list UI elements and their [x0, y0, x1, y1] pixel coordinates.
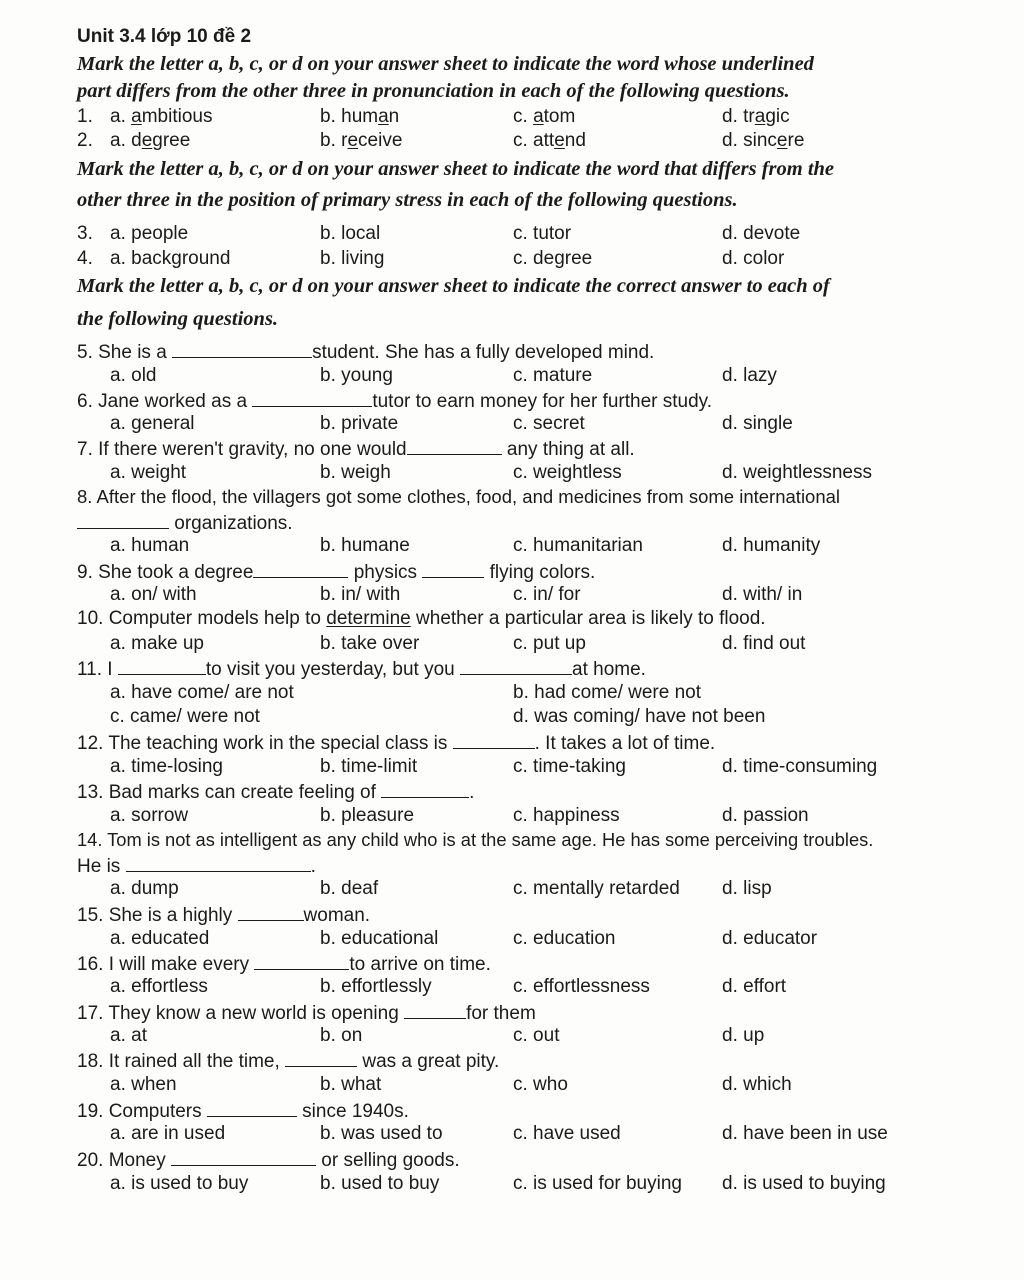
- answer-blank[interactable]: [171, 1148, 316, 1166]
- option-b[interactable]: b. effortlessly: [320, 976, 432, 997]
- question-stem: 18. It rained all the time, was a great pity.: [77, 1051, 500, 1072]
- option-a[interactable]: a. educated: [110, 928, 210, 949]
- option-a[interactable]: a. make up: [110, 633, 204, 654]
- answer-blank[interactable]: [253, 560, 348, 578]
- option-b[interactable]: b. had come/ were not: [513, 682, 701, 703]
- answer-blank[interactable]: [126, 854, 311, 872]
- instruction-answer-line2: the following questions.: [77, 308, 279, 330]
- option-a[interactable]: a. weight: [110, 462, 187, 483]
- question-stem: 14. Tom is not as intelligent as any child who is at the same age. He has some perceiving troubles.: [77, 829, 874, 850]
- option-a[interactable]: a. have come/ are not: [110, 682, 294, 703]
- option-d[interactable]: d. color: [722, 248, 785, 269]
- option-b[interactable]: b. what: [320, 1074, 382, 1095]
- answer-blank[interactable]: [285, 1049, 357, 1067]
- question-stem: 17. They know a new world is opening for them: [77, 1003, 536, 1024]
- option-d[interactable]: d. time-consuming: [722, 756, 878, 777]
- option-b[interactable]: b. educational: [320, 928, 439, 949]
- option-d[interactable]: d. was coming/ have not been: [513, 706, 766, 727]
- question-stem: 13. Bad marks can create feeling of .: [77, 782, 475, 803]
- underlined-letter: a: [754, 106, 766, 127]
- option-c[interactable]: c. time-taking: [513, 756, 626, 777]
- option-a[interactable]: a. time-losing: [110, 756, 223, 777]
- option-b[interactable]: b. living: [320, 248, 385, 269]
- option-c[interactable]: c. secret: [513, 413, 585, 434]
- option-d[interactable]: d. find out: [722, 633, 806, 654]
- question-stem: 19. Computers since 1940s.: [77, 1101, 409, 1122]
- option-d[interactable]: d. lazy: [722, 365, 777, 386]
- option-a[interactable]: a. are in used: [110, 1123, 226, 1144]
- option-d[interactable]: d. weightlessness: [722, 462, 872, 483]
- option-c[interactable]: c. humanitarian: [513, 535, 643, 556]
- option-d[interactable]: d. educator: [722, 928, 818, 949]
- option-b[interactable]: b. receive: [320, 130, 403, 151]
- question-number: 3.: [77, 223, 93, 244]
- option-b[interactable]: b. pleasure: [320, 805, 415, 826]
- option-b[interactable]: b. local: [320, 223, 381, 244]
- underlined-letter: e: [141, 130, 153, 151]
- answer-blank[interactable]: [453, 731, 535, 749]
- option-d[interactable]: d. sincere: [722, 130, 805, 151]
- answer-blank[interactable]: [404, 1001, 466, 1019]
- answer-blank[interactable]: [207, 1099, 297, 1117]
- option-c[interactable]: c. out: [513, 1025, 560, 1046]
- option-b[interactable]: b. humane: [320, 535, 410, 556]
- option-d[interactable]: d. lisp: [722, 878, 772, 899]
- option-b[interactable]: b. human: [320, 106, 400, 127]
- answer-blank[interactable]: [252, 389, 372, 407]
- option-a[interactable]: a. old: [110, 365, 157, 386]
- answer-blank[interactable]: [381, 780, 469, 798]
- option-a[interactable]: a. general: [110, 413, 195, 434]
- option-b[interactable]: b. used to buy: [320, 1173, 440, 1194]
- option-d[interactable]: d. humanity: [722, 535, 821, 556]
- option-a[interactable]: a. at: [110, 1025, 147, 1046]
- instruction-pronunciation-line2: part differs from the other three in pronunciation in each of the following questions.: [77, 80, 790, 102]
- question-stem: 11. I to visit you yesterday, but you at home.: [77, 659, 646, 680]
- option-c[interactable]: c. who: [513, 1074, 568, 1095]
- instruction-stress-line1: Mark the letter a, b, c, or d on your answer sheet to indicate the word that differs from the: [77, 158, 835, 180]
- question-stem: 5. She is a student. She has a fully developed mind.: [77, 342, 655, 363]
- option-d[interactable]: d. which: [722, 1074, 792, 1095]
- option-a[interactable]: a. background: [110, 248, 231, 269]
- answer-blank[interactable]: [172, 340, 312, 358]
- option-d[interactable]: d. tragic: [722, 106, 790, 127]
- option-b[interactable]: b. take over: [320, 633, 420, 654]
- answer-blank[interactable]: [238, 903, 304, 921]
- option-c[interactable]: c. came/ were not: [110, 706, 260, 727]
- option-c[interactable]: c. in/ for: [513, 584, 581, 605]
- option-d[interactable]: d. up: [722, 1025, 765, 1046]
- option-b[interactable]: b. deaf: [320, 878, 379, 899]
- option-a[interactable]: a. effortless: [110, 976, 208, 997]
- worksheet-title: Unit 3.4 lớp 10 đề 2: [77, 26, 252, 47]
- option-c[interactable]: c. mature: [513, 365, 593, 386]
- answer-blank[interactable]: [422, 560, 484, 578]
- question-number: 2.: [77, 130, 93, 151]
- option-b[interactable]: b. was used to: [320, 1123, 443, 1144]
- underlined-letter: e: [776, 130, 788, 151]
- question-stem: 9. She took a degree physics flying colors.: [77, 562, 596, 583]
- option-c[interactable]: c. is used for buying: [513, 1173, 682, 1194]
- question-stem: 16. I will make every to arrive on time.: [77, 954, 491, 975]
- option-c[interactable]: c. tutor: [513, 223, 572, 244]
- option-d[interactable]: d. effort: [722, 976, 787, 997]
- underlined-letter: a: [533, 106, 544, 127]
- option-c[interactable]: c. put up: [513, 633, 586, 654]
- option-b[interactable]: b. on: [320, 1025, 363, 1046]
- option-a[interactable]: a. sorrow: [110, 805, 189, 826]
- underlined-word: determine: [326, 608, 411, 629]
- answer-blank[interactable]: [407, 437, 502, 455]
- option-c[interactable]: c. effortlessness: [513, 976, 650, 997]
- answer-blank[interactable]: [77, 511, 169, 529]
- option-a[interactable]: a. dump: [110, 878, 179, 899]
- option-c[interactable]: c. have used: [513, 1123, 621, 1144]
- option-c[interactable]: c. happiness: [513, 805, 620, 826]
- option-a[interactable]: a. is used to buy: [110, 1173, 249, 1194]
- answer-blank[interactable]: [254, 952, 349, 970]
- option-b[interactable]: b. weigh: [320, 462, 391, 483]
- option-a[interactable]: a. human: [110, 535, 190, 556]
- question-stem: 7. If there weren't gravity, no one would any thing at all.: [77, 439, 635, 460]
- underlined-letter: a: [378, 106, 389, 127]
- option-b[interactable]: b. time-limit: [320, 756, 418, 777]
- option-d[interactable]: d. devote: [722, 223, 801, 244]
- underlined-letter: a: [131, 106, 142, 127]
- question-number: 4.: [77, 248, 93, 269]
- question-stem-continued: organizations.: [77, 511, 293, 535]
- option-c[interactable]: c. education: [513, 928, 616, 949]
- option-a[interactable]: a. on/ with: [110, 584, 197, 605]
- underlined-letter: e: [347, 130, 359, 151]
- option-d[interactable]: d. is used to buying: [722, 1173, 886, 1194]
- option-c[interactable]: c. weightless: [513, 462, 622, 483]
- option-c[interactable]: c. degree: [513, 248, 593, 269]
- option-b[interactable]: b. young: [320, 365, 393, 386]
- option-a[interactable]: a. people: [110, 223, 189, 244]
- question-stem: 20. Money or selling goods.: [77, 1150, 460, 1171]
- question-stem: 8. After the flood, the villagers got some clothes, food, and medicines from some international: [77, 486, 841, 507]
- option-b[interactable]: b. in/ with: [320, 584, 401, 605]
- instruction-answer-line1: Mark the letter a, b, c, or d on your answer sheet to indicate the correct answer to each of: [77, 275, 830, 297]
- option-a[interactable]: a. when: [110, 1074, 177, 1095]
- answer-blank[interactable]: [118, 657, 206, 675]
- question-number: 1.: [77, 106, 93, 127]
- option-d[interactable]: d. passion: [722, 805, 809, 826]
- question-stem: 15. She is a highly woman.: [77, 905, 371, 926]
- question-stem: 10. Computer models help to determine whether a particular area is likely to flood.: [77, 608, 766, 629]
- question-stem: 6. Jane worked as a tutor to earn money for her further study.: [77, 391, 713, 412]
- option-d[interactable]: d. with/ in: [722, 584, 803, 605]
- instruction-stress-line2: other three in the position of primary stress in each of the following questions.: [77, 189, 738, 211]
- option-d[interactable]: d. have been in use: [722, 1123, 888, 1144]
- underlined-letter: e: [554, 130, 565, 151]
- instruction-pronunciation-line1: Mark the letter a, b, c, or d on your answer sheet to indicate the word whose underlined: [77, 53, 814, 75]
- question-stem-continued: He is .: [77, 856, 316, 877]
- option-c[interactable]: c. mentally retarded: [513, 878, 680, 899]
- option-a[interactable]: a. degree: [110, 130, 191, 151]
- option-b[interactable]: b. private: [320, 413, 399, 434]
- option-a[interactable]: a. ambitious: [110, 106, 213, 127]
- question-stem: 12. The teaching work in the special class is . It takes a lot of time.: [77, 733, 716, 754]
- option-c[interactable]: c. attend: [513, 130, 586, 151]
- option-d[interactable]: d. single: [722, 413, 793, 434]
- option-c[interactable]: c. atom: [513, 106, 576, 127]
- answer-blank[interactable]: [460, 657, 572, 675]
